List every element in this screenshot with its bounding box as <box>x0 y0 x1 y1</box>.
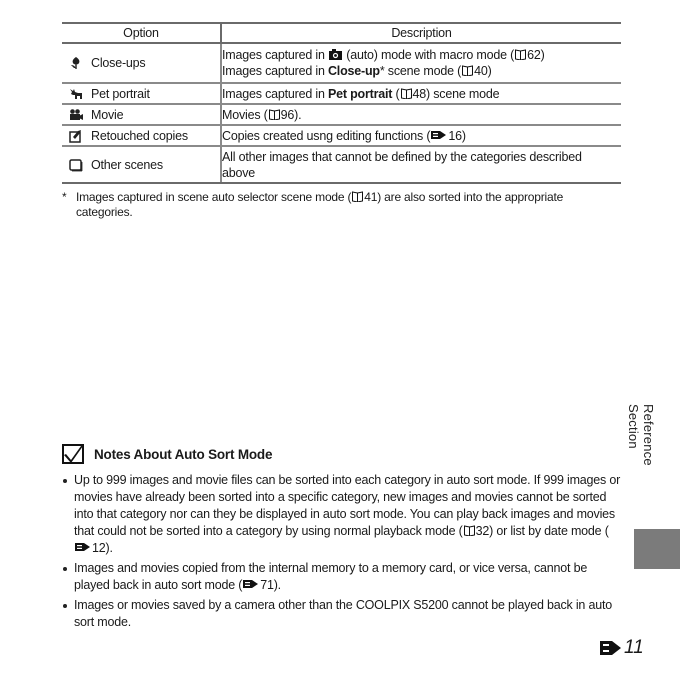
section-tab <box>634 529 680 569</box>
notes-list <box>62 472 624 631</box>
e-section-icon <box>600 640 622 656</box>
description-line: Images captured in Close-up* scene mode ( 40) <box>222 64 492 78</box>
checkmark-icon <box>62 444 84 464</box>
description-line: above <box>222 165 256 180</box>
book-reference-icon <box>462 65 473 76</box>
description-line: Movies ( 96). <box>222 107 302 122</box>
description-line: All other images that cannot be defined by the categories described <box>222 149 582 164</box>
option-label: Pet portrait <box>91 86 150 101</box>
table-row <box>62 125 621 146</box>
description-line: Images captured in Pet portrait ( 48) scene mode <box>222 86 500 101</box>
book-reference-icon <box>464 525 475 536</box>
option-label: Other scenes <box>91 157 163 172</box>
table-row <box>62 104 621 125</box>
list-item: Images and movies copied from the internal memory to a memory card, or vice versa, cannot be played back in auto sort mode ( 71). <box>62 560 624 594</box>
notes-section <box>62 444 624 634</box>
sort-category-table-container <box>62 22 621 184</box>
footnote-mark: * <box>62 190 67 204</box>
book-reference-icon <box>401 88 412 99</box>
notes-heading <box>62 444 624 464</box>
table-row <box>62 43 621 83</box>
list-item: Images or movies saved by a camera other than the COOLPIX S5200 cannot be played back in auto sort mode. <box>62 597 624 631</box>
description-line: Copies created usng editing functions ( 16) <box>222 128 466 143</box>
page-number-text: 11 <box>624 637 644 658</box>
book-reference-icon <box>269 109 280 120</box>
option-header: Option <box>62 23 221 43</box>
option-label: Close-ups <box>91 56 146 70</box>
close-up-flower-icon <box>69 56 83 70</box>
description-line: Images captured in (auto) mode with macro mode ( 62) <box>222 48 545 62</box>
sort-category-table <box>62 22 621 184</box>
e-reference-icon <box>243 579 259 589</box>
retouched-icon <box>69 129 83 143</box>
page-number <box>600 637 644 659</box>
list-item: Up to 999 images and movie files can be sorted into each category in auto sort mode. If 999 images or movies have already been sorted into a specific category, new images and movies cannot be sorted into that category nor can they be displayed in auto sort mode. You can play back images and movies that could not be sorted into a category by using normal playback mode ( 32) or list by date mode ( 12). <box>62 472 624 557</box>
table-row <box>62 83 621 104</box>
other-scenes-icon <box>69 158 83 172</box>
e-reference-icon <box>75 542 91 552</box>
footnote <box>62 190 622 220</box>
book-reference-icon <box>515 49 526 60</box>
option-label: Movie <box>91 107 124 122</box>
table-row <box>62 146 621 183</box>
movie-icon <box>69 108 83 122</box>
footnote-text: Images captured in scene auto selector scene mode ( 41) are also sorted into the appropriate categories. <box>76 190 564 219</box>
table-header-row <box>62 23 621 43</box>
description-header: Description <box>221 23 621 43</box>
e-reference-icon <box>431 130 447 140</box>
reference-section-label: Reference Section <box>626 404 656 466</box>
book-reference-icon <box>352 191 363 202</box>
option-label: Retouched copies <box>91 128 188 143</box>
pet-portrait-icon <box>69 87 83 101</box>
notes-title: Notes About Auto Sort Mode <box>94 446 273 462</box>
camera-auto-mode-icon <box>329 49 342 60</box>
